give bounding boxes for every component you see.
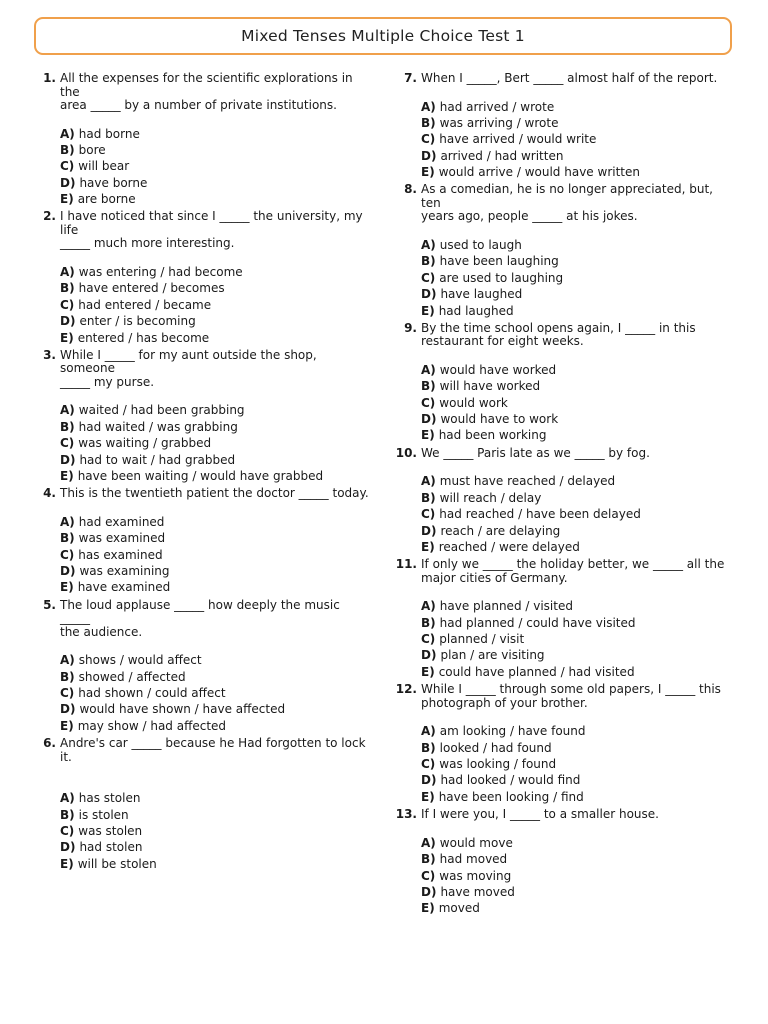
page-title-text: Mixed Tenses Multiple Choice Test 1: [241, 27, 525, 45]
answer-options: [421, 237, 735, 319]
option-a[interactable]: A) must have reached / delayed: [421, 474, 616, 489]
question-stem: If only we _____ the holiday better, we _____ all the major cities of Germany.: [421, 557, 725, 585]
answer-options: [421, 99, 735, 181]
question-1: [34, 72, 370, 207]
answer-options: [60, 514, 370, 596]
option-d[interactable]: D) reach / are delaying: [421, 523, 561, 538]
option-c[interactable]: C) was waiting / grabbed: [60, 436, 212, 451]
question-number: 9.: [404, 320, 417, 335]
option-d[interactable]: D) have laughed: [421, 287, 523, 302]
question-number: 8.: [404, 182, 417, 197]
option-c[interactable]: C) would work: [421, 395, 508, 410]
option-a[interactable]: A) would have worked: [421, 362, 557, 377]
answer-options: [60, 402, 370, 484]
question-number: 4.: [43, 486, 56, 501]
question-6: [34, 737, 370, 872]
option-e[interactable]: E) entered / has become: [60, 330, 210, 345]
option-c[interactable]: C) planned / visit: [421, 632, 525, 647]
left-column: [34, 72, 370, 872]
question-number: 10.: [395, 445, 417, 460]
option-b[interactable]: B) was arriving / wrote: [421, 115, 559, 130]
option-e[interactable]: E) are borne: [60, 192, 136, 207]
answer-options: [60, 264, 370, 346]
question-3: [34, 349, 370, 484]
question-stem: This is the twentieth patient the doctor _____ today.: [60, 486, 369, 501]
answer-options: [421, 473, 735, 555]
question-stem: As a comedian, he is no longer appreciated, but, ten years ago, people _____ at his jokes.: [421, 182, 713, 224]
answer-options: [60, 652, 370, 734]
option-c[interactable]: C) are used to laughing: [421, 270, 564, 285]
option-b[interactable]: B) have been laughing: [421, 254, 559, 269]
question-7: [395, 72, 735, 180]
question-stem: While I _____ for my aunt outside the shop, someone _____ my purse.: [60, 347, 317, 389]
option-b[interactable]: B) bore: [60, 142, 106, 157]
option-c[interactable]: C) have arrived / would write: [421, 132, 597, 147]
option-d[interactable]: D) would have shown / have affected: [60, 702, 286, 717]
option-e[interactable]: E) have been looking / find: [421, 789, 584, 804]
option-a[interactable]: A) waited / had been grabbing: [60, 403, 245, 418]
option-e[interactable]: E) moved: [421, 901, 480, 916]
option-b[interactable]: B) will have worked: [421, 379, 541, 394]
option-a[interactable]: A) used to laugh: [421, 237, 522, 252]
option-b[interactable]: B) was examined: [60, 531, 166, 546]
option-d[interactable]: D) had to wait / had grabbed: [60, 452, 236, 467]
question-stem: The loud applause _____ how deeply the music _____ the audience.: [60, 597, 340, 639]
option-d[interactable]: D) would have to work: [421, 412, 559, 427]
page-title: [34, 17, 732, 55]
option-a[interactable]: A) had borne: [60, 126, 140, 141]
answer-options: [60, 126, 370, 208]
option-b[interactable]: B) had planned / could have visited: [421, 615, 636, 630]
option-b[interactable]: B) have entered / becomes: [60, 281, 225, 296]
answer-options: [421, 362, 735, 444]
question-number: 11.: [395, 557, 417, 572]
question-number: 1.: [43, 71, 56, 85]
question-stem: While I _____ through some old papers, I _____ this photograph of your brother.: [421, 682, 721, 710]
question-stem: We _____ Paris late as we _____ by fog.: [421, 445, 650, 460]
option-a[interactable]: A) shows / would affect: [60, 653, 202, 668]
option-e[interactable]: E) would arrive / would have written: [421, 165, 640, 180]
answer-options: [60, 790, 370, 872]
question-stem: When I _____, Bert _____ almost half of the report.: [421, 71, 718, 85]
option-e[interactable]: E) have been waiting / would have grabbed: [60, 468, 324, 483]
question-9: [395, 322, 735, 444]
question-5: [34, 599, 370, 734]
option-d[interactable]: D) have borne: [60, 175, 148, 190]
option-d[interactable]: D) arrived / had written: [421, 148, 564, 163]
question-number: 6.: [43, 736, 56, 751]
option-c[interactable]: C) had entered / became: [60, 297, 212, 312]
option-b[interactable]: B) had moved: [421, 852, 508, 867]
option-c[interactable]: C) had reached / have been delayed: [421, 507, 641, 522]
option-e[interactable]: E) will be stolen: [60, 856, 157, 871]
question-number: 7.: [404, 71, 417, 85]
question-13: [395, 808, 735, 916]
question-stem: Andre's car _____ because he Had forgotten to lock it.: [60, 736, 366, 764]
option-c[interactable]: C) was looking / found: [421, 757, 557, 772]
answer-options: [421, 598, 735, 680]
option-b[interactable]: B) had waited / was grabbing: [60, 419, 238, 434]
question-2: [34, 210, 370, 345]
option-d[interactable]: D) plan / are visiting: [421, 648, 545, 663]
option-b[interactable]: B) will reach / delay: [421, 490, 542, 505]
option-a[interactable]: A) was entering / had become: [60, 264, 243, 279]
question-number: 5.: [43, 597, 56, 612]
option-c[interactable]: C) was stolen: [60, 824, 143, 839]
question-12: [395, 683, 735, 805]
option-a[interactable]: A) has stolen: [60, 791, 141, 806]
option-b[interactable]: B) looked / had found: [421, 740, 552, 755]
option-a[interactable]: A) had examined: [60, 514, 165, 529]
option-b[interactable]: B) showed / affected: [60, 669, 186, 684]
option-d[interactable]: D) enter / is becoming: [60, 314, 196, 329]
option-d[interactable]: D) was examining: [60, 564, 170, 579]
option-e[interactable]: E) have examined: [60, 580, 171, 595]
question-number: 2.: [43, 209, 56, 224]
option-a[interactable]: A) am looking / have found: [421, 724, 586, 739]
question-stem: I have noticed that since I _____ the university, my life _____ much more interesting.: [60, 209, 363, 251]
option-e[interactable]: E) had been working: [421, 428, 547, 443]
right-column: [395, 72, 735, 917]
question-stem: If I were you, I _____ to a smaller house.: [421, 807, 659, 822]
option-e[interactable]: E) had laughed: [421, 303, 514, 318]
option-e[interactable]: E) could have planned / had visited: [421, 664, 635, 679]
question-10: [395, 447, 735, 555]
question-stem: By the time school opens again, I _____ in this restaurant for eight weeks.: [421, 320, 696, 349]
question-4: [34, 487, 370, 595]
option-d[interactable]: D) have moved: [421, 884, 515, 899]
option-b[interactable]: B) is stolen: [60, 807, 129, 822]
option-a[interactable]: A) would move: [421, 835, 513, 850]
option-a[interactable]: A) had arrived / wrote: [421, 99, 555, 114]
question-11: [395, 558, 735, 680]
option-c[interactable]: C) was moving: [421, 868, 512, 883]
question-number: 12.: [395, 682, 417, 697]
option-d[interactable]: D) had looked / would find: [421, 773, 581, 788]
option-c[interactable]: C) will bear: [60, 159, 130, 174]
option-a[interactable]: A) have planned / visited: [421, 599, 573, 614]
question-stem: All the expenses for the scientific explorations in the area _____ by a number of private institutions.: [60, 71, 353, 112]
option-d[interactable]: D) had stolen: [60, 840, 143, 855]
question-number: 3.: [43, 347, 56, 362]
question-number: 13.: [395, 807, 417, 822]
answer-options: [421, 835, 735, 917]
option-c[interactable]: C) has examined: [60, 547, 163, 562]
option-e[interactable]: E) reached / were delayed: [421, 539, 580, 554]
option-c[interactable]: C) had shown / could affect: [60, 686, 226, 701]
option-e[interactable]: E) may show / had affected: [60, 718, 227, 733]
answer-options: [421, 723, 735, 805]
question-8: [395, 183, 735, 318]
